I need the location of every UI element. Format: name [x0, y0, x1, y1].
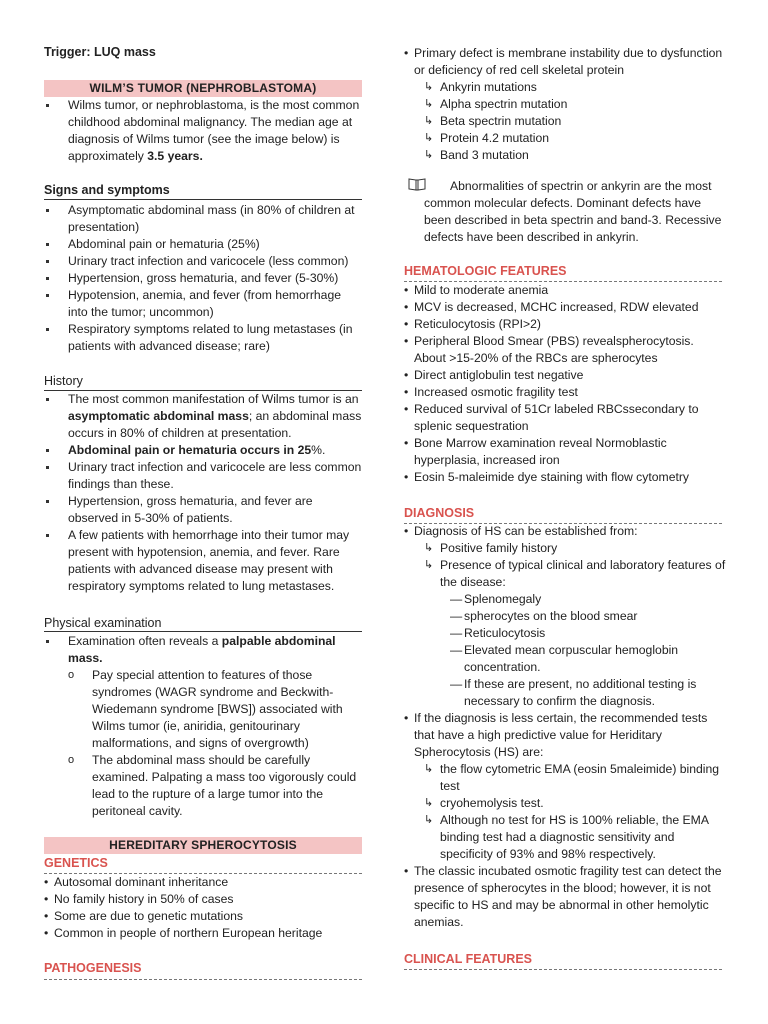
wilms-intro-list [44, 97, 364, 165]
list-item: ↳ Positive family history [414, 540, 726, 557]
history-list [44, 391, 364, 595]
list-item: • The classic incubated osmotic fragility test can detect the presence of spherocytes in the blood; however, it is not specific to HS and may be abnormal in other hemolytic anemias. [404, 863, 726, 931]
list-item: ↳ Presence of typical clinical and laboratory features of the disease: [414, 557, 726, 591]
list-item: ↳ Ankyrin mutations [414, 79, 726, 96]
list-item: ↳ Beta spectrin mutation [414, 113, 726, 130]
list-item: o The abdominal mass should be carefully examined. Palpating a mass too vigorously could lead to the rupture of a large tumor into the peritoneal cavity. [68, 752, 364, 820]
diagnosis-dash-list [414, 591, 726, 710]
list-item: ↳ cryohemolysis test. [414, 795, 726, 812]
list-item: Urinary tract infection and varicocele (less common) [44, 253, 364, 270]
pathogenesis-rule [44, 979, 362, 980]
list-item: Abdominal pain or hematuria occurs in 25%. [44, 442, 364, 459]
list-item: ↳ the flow cytometric EMA (eosin 5maleimide) binding test [414, 761, 726, 795]
list-item: Hypertension, gross hematuria, and fever (5-30%) [44, 270, 364, 287]
primary-defect-list [404, 45, 726, 164]
list-item: • MCV is decreased, MCHC increased, RDW elevated [404, 299, 726, 316]
list-item: Hypotension, anemia, and fever (from hemorrhage into the tumor; uncommon) [44, 287, 364, 321]
signs-rule [44, 199, 362, 200]
list-item: • Some are due to genetic mutations [44, 908, 366, 925]
physical-rule [44, 631, 362, 632]
list-item: Urinary tract infection and varicocele are less common findings than these. [44, 459, 364, 493]
hematologic-heading: HEMATOLOGIC FEATURES [404, 264, 567, 278]
genetics-heading: GENETICS [44, 856, 108, 870]
physical-heading: Physical examination [44, 616, 162, 630]
history-heading: History [44, 374, 83, 388]
list-item: ↳ Protein 4.2 mutation [414, 130, 726, 147]
list-item: Wilms tumor, or nephroblastoma, is the most common childhood abdominal malignancy. The median age at diagnosis of Wilms tumor (see the image below) is approximately 3.5 years. [44, 97, 364, 165]
list-item: — Splenomegaly [414, 591, 726, 608]
physical-list [44, 633, 364, 820]
list-item: The most common manifestation of Wilms tumor is an asymptomatic abdominal mass; an abdominal mass occurs in 80% of children at presentation. [44, 391, 364, 442]
list-item: — Elevated mean corpuscular hemoglobin concentration. [414, 642, 726, 676]
list-item: • Eosin 5-maleimide dye staining with flow cytometry [404, 469, 726, 486]
list-item: • Peripheral Blood Smear (PBS) revealspherocytosis. About >15-20% of the RBCs are spherocytes [404, 333, 726, 367]
list-item: • Reduced survival of 51Cr labeled RBCssecondary to splenic sequestration [404, 401, 726, 435]
clinical-heading: CLINICAL FEATURES [404, 952, 533, 966]
hs-heading: HEREDITARY SPHEROCYTOSIS [44, 837, 362, 854]
diagnosis-list [404, 523, 726, 931]
list-item: • Primary defect is membrane instability due to dysfunction or deficiency of red cell skeletal protein ↳ Ankyrin mutations ↳ Alpha spectrin mutation ↳ Beta spectrin mutation ↳ Protein 4.2 mutation ↳ Band 3 mutation [404, 45, 726, 164]
signs-list [44, 202, 364, 355]
list-item: • Bone Marrow examination reveal Normoblastic hyperplasia, increased iron [404, 435, 726, 469]
list-item: Hypertension, gross hematuria, and fever are observed in 5-30% of patients. [44, 493, 364, 527]
wilms-heading: WILM’S TUMOR (NEPHROBLASTOMA) [44, 80, 362, 97]
list-item: • Common in people of northern European heritage [44, 925, 366, 942]
clinical-rule [404, 969, 722, 970]
diagnosis-sub-list [414, 540, 726, 591]
list-item: Abdominal pain or hematuria (25%) [44, 236, 364, 253]
list-item: — spherocytes on the blood smear [414, 608, 726, 625]
list-item: • Increased osmotic fragility test [404, 384, 726, 401]
list-item: • No family history in 50% of cases [44, 891, 366, 908]
diagnosis-heading: DIAGNOSIS [404, 506, 475, 520]
list-item: • Reticulocytosis (RPI>2) [404, 316, 726, 333]
list-item: Asymptomatic abdominal mass (in 80% of children at presentation) [44, 202, 364, 236]
list-item: • Diagnosis of HS can be established from: ↳ Positive family history ↳ Presence of typical clinical and laboratory features of the disease: — Splenomegaly — spherocytes on the blood smear — Reticulocytosis — Elevated mean corpuscular hemoglobin concentration. — If these are present, no additional testing is necessary to confirm the diagnosis. [404, 523, 726, 710]
hematologic-list [404, 282, 726, 486]
molecular-note [404, 178, 726, 246]
mutation-list [414, 79, 726, 164]
list-item: A few patients with hemorrhage into their tumor may present with hypotension, anemia, and fever. Rare patients with advanced disease may present with respiratory symptoms related to lung metastases. [44, 527, 364, 595]
list-item: • Direct antiglobulin test negative [404, 367, 726, 384]
list-item: Respiratory symptoms related to lung metastases (in patients with advanced disease; rare) [44, 321, 364, 355]
list-item: ↳ Band 3 mutation [414, 147, 726, 164]
diagnosis-tests-list [414, 761, 726, 863]
list-item: o Pay special attention to features of those syndromes (WAGR syndrome and Beckwith-Wiedemann syndrome [BWS]) associated with Wilms tumor (ie, aniridia, genitourinary malformations, and signs of overgrowth) [68, 667, 364, 752]
list-item: • Mild to moderate anemia [404, 282, 726, 299]
list-item: — If these are present, no additional testing is necessary to confirm the diagnosis. [414, 676, 726, 710]
trigger-title: Trigger: LUQ mass [44, 45, 156, 59]
pathogenesis-heading: PATHOGENESIS [44, 961, 142, 975]
list-item: — Reticulocytosis [414, 625, 726, 642]
genetics-list [44, 874, 366, 942]
list-item: ↳ Although no test for HS is 100% reliable, the EMA binding test had a diagnostic sensitivity and specificity of 93% and 98% respectively. [414, 812, 726, 863]
list-item: • If the diagnosis is less certain, the recommended tests that have a high predictive value for Heriditary Spherocytosis (HS) are: ↳ the flow cytometric EMA (eosin 5maleimide) binding test ↳ cryohemolysis test. ↳ Although no test for HS is 100% reliable, the EMA binding test had a diagnostic sensitivity and specificity of 93% and 98% respectively. [404, 710, 726, 863]
list-item: Examination often reveals a palpable abdominal mass. o Pay special attention to features of those syndromes (WAGR syndrome and Beckwith-Wiedemann syndrome [BWS]) associated with Wilms tumor (ie, aniridia, genitourinary malformations, and signs of overgrowth) o The abdominal mass should be carefully examined. Palpating a mass too vigorously could lead to the rupture of a large tumor into the peritoneal cavity. [44, 633, 364, 820]
note-text: Abnormalities of spectrin or ankyrin are the most common molecular defects. Dominant defects have been described in beta spectrin and band-3. Recessive defects have been described in ankyrin. [424, 179, 722, 244]
list-item: • Autosomal dominant inheritance [44, 874, 366, 891]
open-book-icon [408, 178, 426, 191]
physical-sub-list [68, 667, 364, 820]
list-item: ↳ Alpha spectrin mutation [414, 96, 726, 113]
signs-heading: Signs and symptoms [44, 183, 170, 197]
